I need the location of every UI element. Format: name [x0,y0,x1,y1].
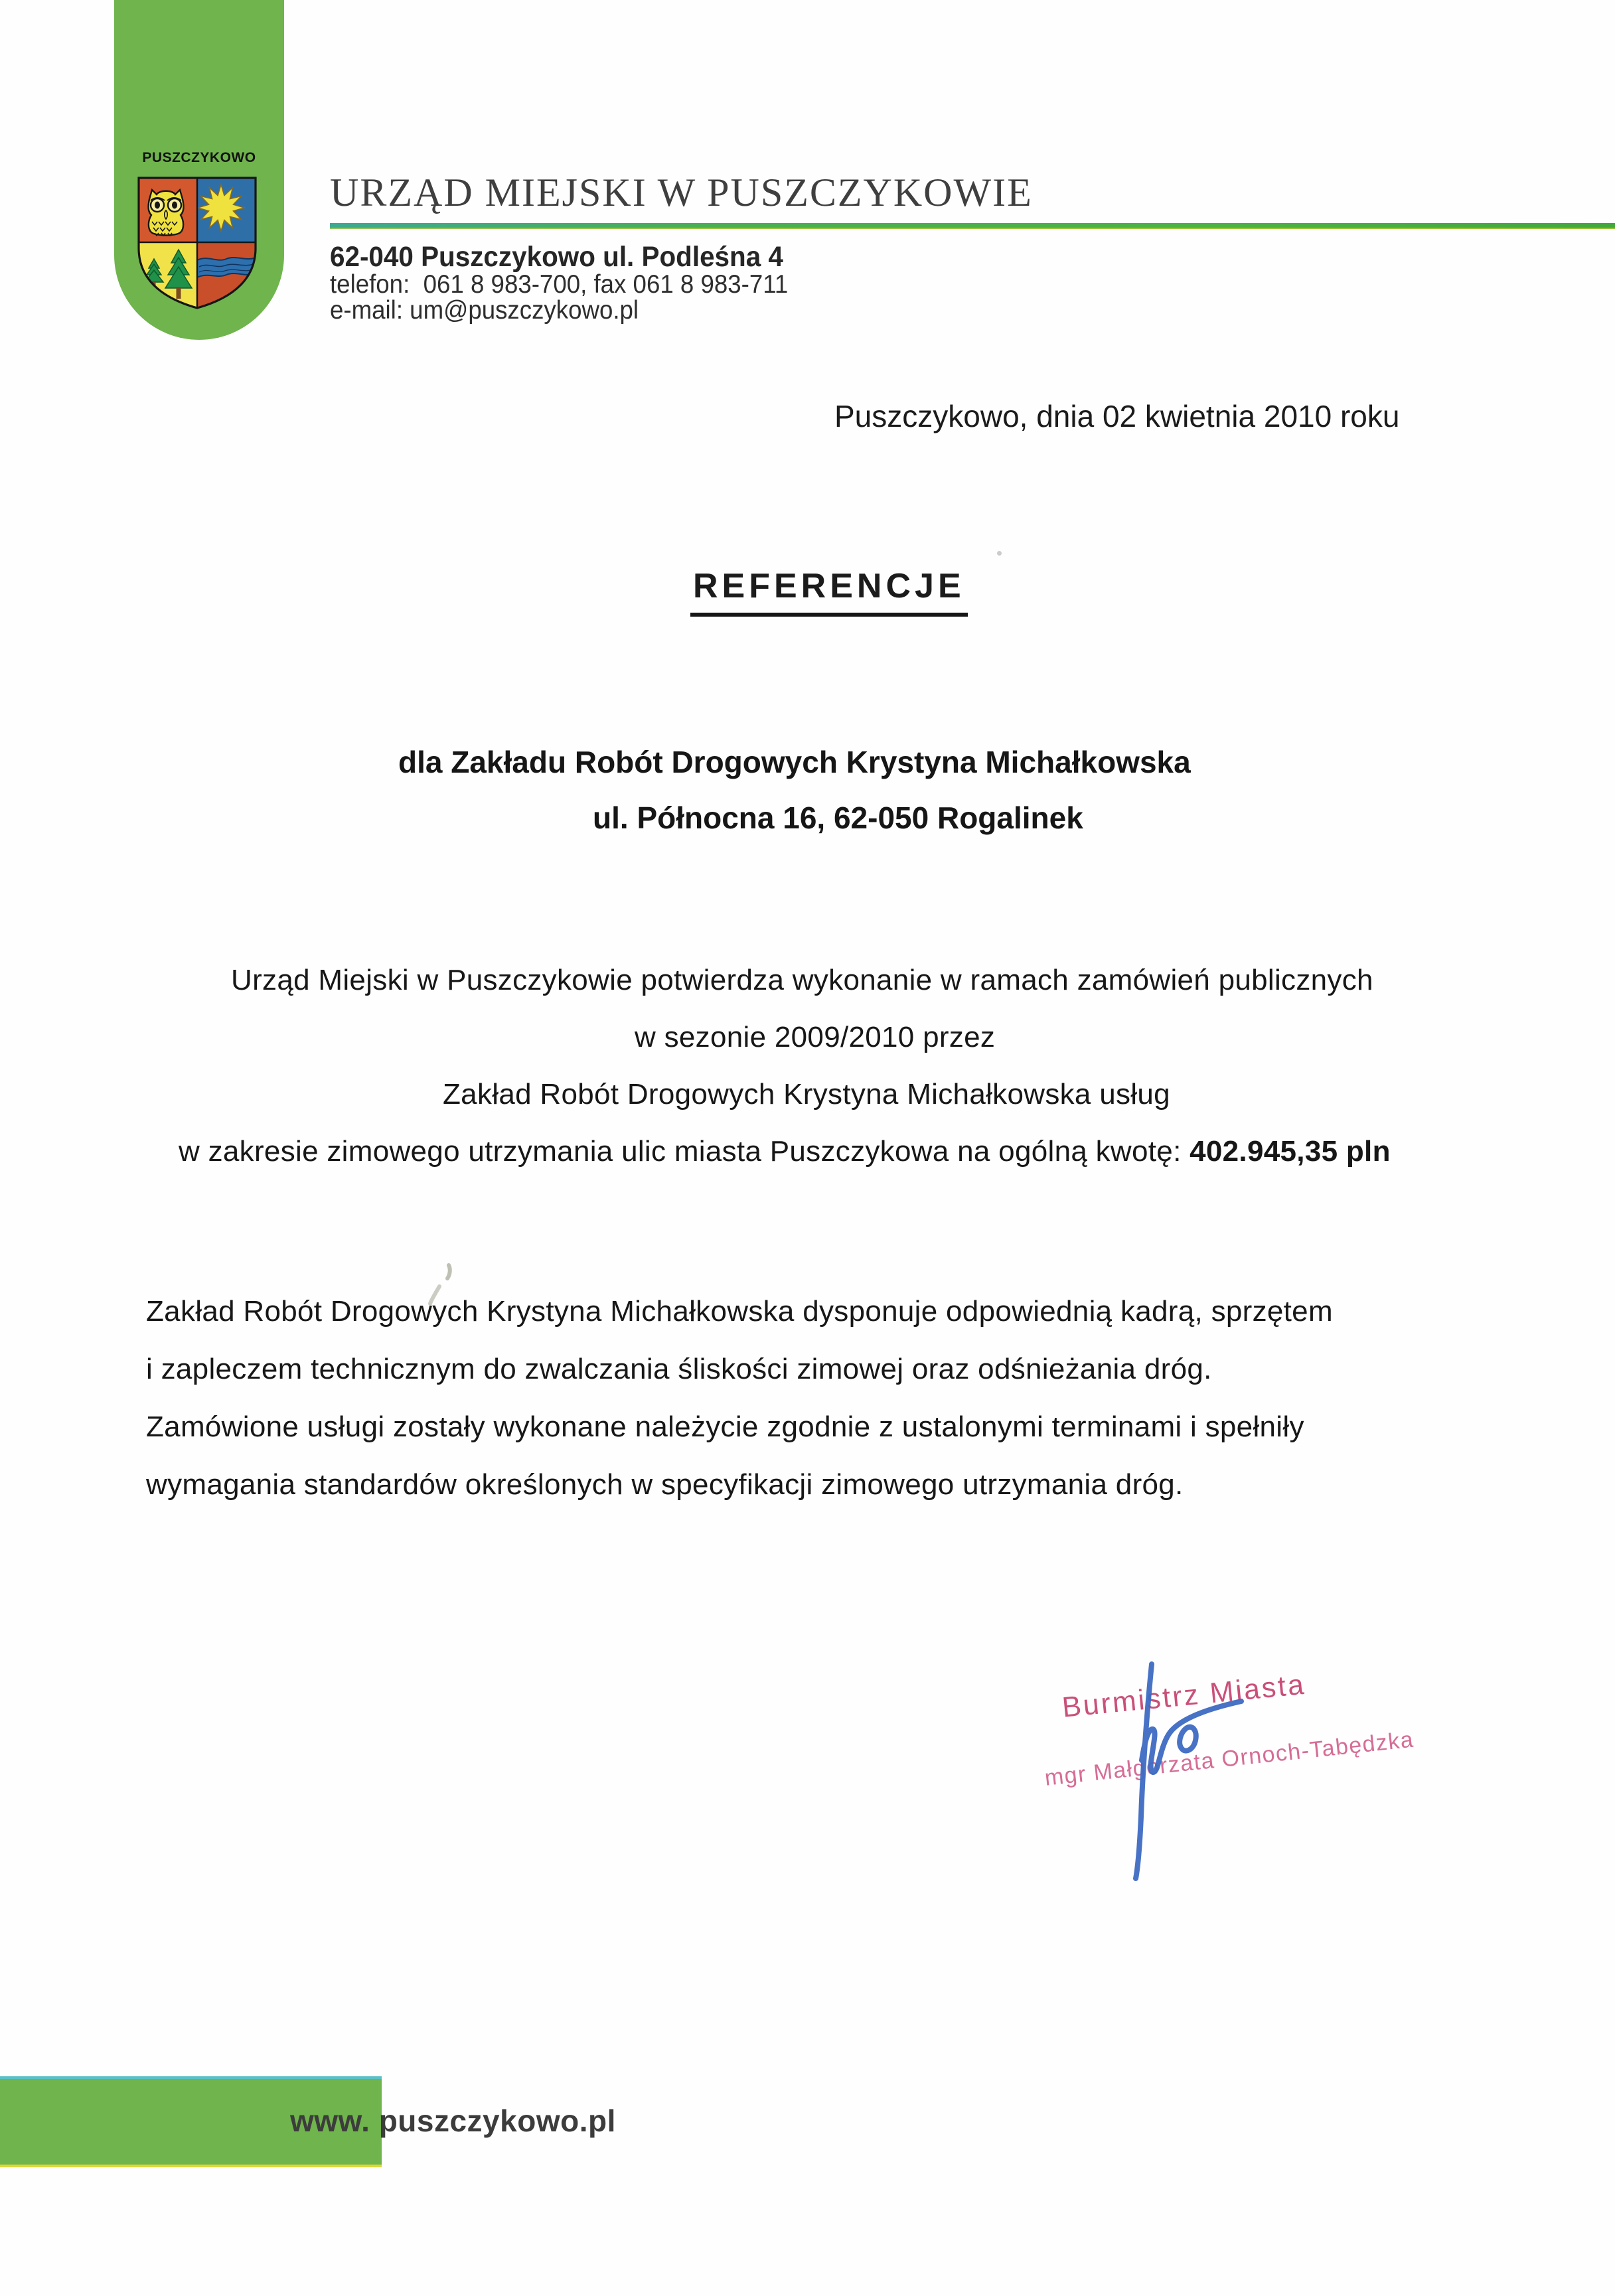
crest-quarter-trees [135,242,197,312]
phone-fax-line: telefon: 061 8 983-700, fax 061 8 983-711 [330,270,789,299]
date-line: Puszczykowo, dnia 02 kwietnia 2010 roku [834,399,1400,433]
confirmation-line-4 [179,1135,1391,1168]
recipient-name: dla Zakładu Robót Drogowych Krystyna Michałkowska [398,745,1191,779]
confirmation-line-3: Zakład Robót Drogowych Krystyna Michałkowska usług [443,1078,1170,1110]
header-rule [330,223,1615,229]
website-url: www. puszczykowo.pl [290,2104,616,2138]
letterhead-banner [114,0,284,340]
assessment-line-3: Zamówione usługi zostały wykonane należycie zgodnie z ustalonymi terminami i spełniły [146,1411,1304,1443]
assessment-line-4: wymagania standardów określonych w specyfikacji zimowego utrzymania dróg. [146,1468,1184,1501]
email-line: e-mail: um@puszczykowo.pl [330,296,639,325]
confirmation-line-2: w sezonie 2009/2010 przez [635,1021,996,1053]
assessment-line-2: i zapleczem technicznym do zwalczania śliskości zimowej oraz odśnieżania dróg. [146,1353,1212,1385]
total-amount: 402.945,35 pln [1190,1135,1391,1168]
assessment-line-1: Zakład Robót Drogowych Krystyna Michałkowska dysponuje odpowiednią kadrą, sprzętem [146,1295,1333,1328]
office-name: URZĄD MIEJSKI W PUSZCZYKOWIE [330,171,1033,214]
river-icon [197,258,256,277]
crest-city-label: PUSZCZYKOWO [142,150,256,165]
mayor-stamp-name: mgr Małgorzata Ornoch-Tabędzka [1043,1726,1415,1791]
scan-speck [997,551,1002,556]
mayor-stamp-title: Burmistrz Miasta [1061,1668,1308,1724]
document-title: REFERENCJE [690,566,968,617]
crest-quarter-river [197,242,260,312]
city-crest-icon [135,174,260,312]
signature-ink-icon [1123,1654,1256,1886]
recipient-address: ul. Północna 16, 62-050 Rogalinek [593,801,1083,835]
address-line: 62-040 Puszczykowo ul. Podleśna 4 [330,241,783,273]
owl-icon [149,190,184,236]
amount-prefix: w zakresie zimowego utrzymania ulic miasta Puszczykowa na ogólną kwotę: [179,1135,1190,1168]
confirmation-line-1: Urząd Miejski w Puszczykowie potwierdza wykonanie w ramach zamówień publicznych [231,964,1373,996]
